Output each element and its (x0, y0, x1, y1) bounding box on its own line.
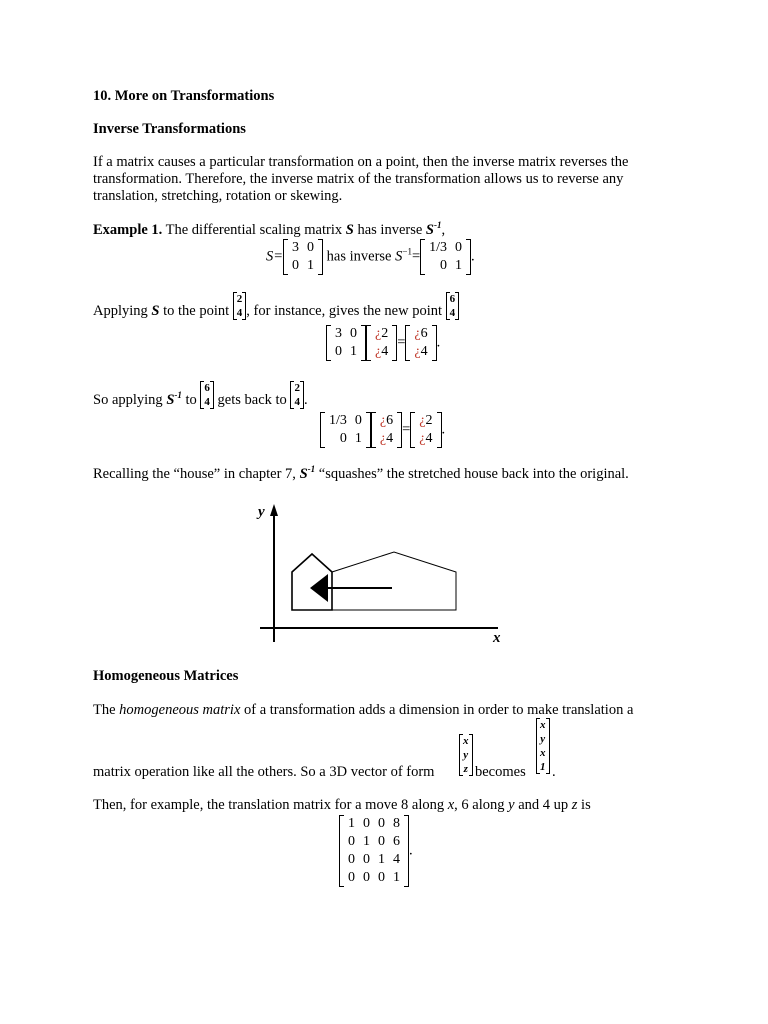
vector-cell: ¿6 (414, 326, 428, 341)
stretched-house (332, 552, 456, 610)
house-figure (250, 500, 510, 650)
sinv-eq-matrix (320, 412, 371, 448)
example1-text-b: has inverse (353, 222, 426, 238)
vec-entry: x (540, 719, 546, 731)
sinv-matrix-cell: 1/3 (429, 240, 448, 255)
translation-text-a: Then, for example, the translation matrix for a move 8 along (93, 797, 448, 813)
s-matrix-cell: 0 (292, 258, 300, 273)
example1-sinv: S (425, 222, 434, 238)
matrix-cell: 0 (350, 326, 357, 341)
eq-sign: = (397, 334, 406, 351)
matrix-cell: 6 (393, 834, 400, 849)
inverse-heading: Inverse Transformations (93, 121, 246, 137)
translation-matrix (339, 815, 409, 887)
sinv-eq-result (410, 412, 441, 448)
inverse-paragraph: If a matrix causes a particular transformation on a point, then the inverse matrix reverses the transformation. Therefore, the inverse matrix of the transformation allows us to reverse any translation, stretching, rotation or skewing. (93, 154, 629, 204)
vector-cell: ¿4 (379, 431, 394, 446)
example1-sup: -1 (434, 220, 442, 230)
example1-text-a: The differential scaling matrix (162, 222, 346, 238)
homogeneous-heading: Homogeneous Matrices (93, 668, 239, 684)
from-vector (200, 381, 214, 409)
vec-entry: x (540, 747, 546, 759)
eq-has-inverse: has inverse (326, 248, 392, 265)
vec-entry: 2 (294, 382, 300, 394)
matrix-cell: 0 (348, 852, 355, 867)
matrix-cell: 3 (335, 326, 342, 341)
matrix-cell: 1 (354, 431, 362, 446)
sinv-matrix-cell: 1 (455, 258, 463, 273)
homogeneous-text-a: The (93, 702, 120, 718)
matrix-cell: 4 (393, 852, 400, 867)
example1-s: S (345, 222, 354, 238)
so-applying-text-a: So applying (93, 392, 167, 408)
matrix-cell: 1 (393, 870, 400, 885)
homogeneous-text-c: matrix operation like all the others. So a 3D vector of form (93, 764, 435, 780)
applying-result (405, 325, 436, 361)
vec3 (459, 734, 473, 776)
vec-entry: 2 (236, 293, 243, 305)
homogeneous-text-b: of a transformation adds a dimension in order to make translation a (240, 702, 634, 718)
matrix-cell: 0 (378, 870, 385, 885)
eq-sign: = (402, 421, 411, 438)
vector-cell: ¿4 (419, 431, 433, 446)
matrix-cell: 0 (363, 852, 370, 867)
squash-arrow-head (310, 574, 328, 602)
matrix-cell: 1/3 (329, 413, 347, 428)
matrix-cell: 1 (363, 834, 370, 849)
recall-sup: -1 (307, 464, 316, 474)
matrix-cell: 0 (335, 344, 342, 359)
vec-entry: z (463, 763, 468, 775)
vector-cell: ¿6 (379, 413, 394, 428)
matrix-cell: 1 (350, 344, 357, 359)
eq-sign: = (411, 248, 421, 265)
s-inverse-equation (266, 239, 475, 275)
translation-period: . (409, 842, 413, 859)
vec-entry: 4 (204, 396, 210, 408)
to-vector (290, 381, 304, 409)
section-title: 10. More on Transformations (93, 88, 275, 104)
translation-text-b: , 6 along (454, 797, 509, 813)
y-axis-arrow (270, 504, 278, 516)
y-axis-label: y (258, 504, 265, 520)
applying-text-c: , for instance, gives the new point (246, 303, 446, 319)
sinv-matrix-cell: 0 (440, 258, 448, 273)
vec-entry: 6 (204, 382, 210, 394)
vec-entry: y (463, 749, 469, 761)
so-applying-text-c: gets back to (213, 392, 291, 408)
sinv-matrix-cell: 0 (455, 240, 463, 255)
applying-vector (366, 325, 397, 361)
translation-z: z (571, 797, 578, 813)
s-matrix-cell: 1 (307, 258, 315, 273)
matrix-cell: 0 (378, 834, 385, 849)
vec-entry: x (463, 735, 469, 747)
matrix-cell: 8 (393, 816, 400, 831)
s-matrix (283, 239, 323, 275)
vector-cell: ¿2 (375, 326, 389, 341)
vec4 (536, 718, 550, 774)
new-point-vector (446, 292, 460, 320)
eq-period: . (471, 248, 475, 265)
so-applying-s: S (166, 392, 175, 408)
example1-comma: , (441, 222, 446, 238)
applying-text-a: Applying (93, 303, 152, 319)
sinv-eq-vector (371, 412, 402, 448)
homogeneous-line-1 (93, 702, 633, 719)
vec-entry: 4 (449, 307, 456, 319)
recall-line (93, 466, 629, 483)
s-matrix-cell: 3 (292, 240, 300, 255)
recall-s: S (299, 466, 308, 482)
homogeneous-term: homogeneous matrix (119, 702, 241, 718)
applying-equation (326, 325, 440, 361)
x-axis-label: x (493, 630, 501, 646)
vec-entry: 4 (236, 307, 243, 319)
example1-line (93, 222, 445, 239)
eq-sinv-base: S (395, 248, 403, 265)
translation-text-c: and 4 up (514, 797, 572, 813)
vector-cell: ¿2 (419, 413, 433, 428)
matrix-cell: 1 (378, 852, 385, 867)
vec-entry: 1 (540, 761, 546, 773)
matrix-cell: 0 (339, 431, 347, 446)
translation-y: y (508, 797, 515, 813)
so-applying-period: . (303, 392, 308, 408)
translation-x: x (447, 797, 455, 813)
translation-equation (339, 815, 413, 887)
applying-s: S (151, 303, 160, 319)
matrix-cell: 0 (348, 870, 355, 885)
vec-entry: 4 (294, 396, 300, 408)
matrix-cell: 0 (354, 413, 362, 428)
applying-text-b: to the point (159, 303, 233, 319)
matrix-cell: 0 (378, 816, 385, 831)
so-applying-sup: -1 (174, 390, 182, 400)
vector-cell: ¿4 (375, 344, 389, 359)
vector-cell: ¿4 (414, 344, 428, 359)
so-applying-text-b: to (181, 392, 201, 408)
applying-line (93, 292, 459, 320)
eq-period: . (436, 334, 441, 351)
matrix-cell: 0 (348, 834, 355, 849)
example1-label: Example 1. (93, 222, 163, 238)
so-applying-equation (320, 412, 445, 448)
s-matrix-cell: 0 (307, 240, 315, 255)
vec-entry: 6 (449, 293, 456, 305)
so-applying-line (93, 381, 308, 409)
matrix-cell: 0 (363, 816, 370, 831)
translation-text-d: is (577, 797, 591, 813)
matrix-cell: 1 (348, 816, 355, 831)
eq-sinv-sup: −1 (402, 246, 412, 257)
s-inverse-matrix (420, 239, 471, 275)
translation-line (93, 797, 591, 814)
point-vector (233, 292, 247, 320)
matrix-cell: 0 (363, 870, 370, 885)
homogeneous-period: . (552, 764, 556, 780)
recall-text-b: “squashes” the stretched house back into the original. (315, 466, 629, 482)
eq-period: . (441, 421, 446, 438)
eq-s-label: S= (266, 248, 284, 265)
recall-text-a: Recalling the “house” in chapter 7, (93, 466, 300, 482)
homogeneous-text-d: becomes (475, 764, 526, 780)
applying-matrix (326, 325, 366, 361)
vec-entry: y (540, 733, 546, 745)
